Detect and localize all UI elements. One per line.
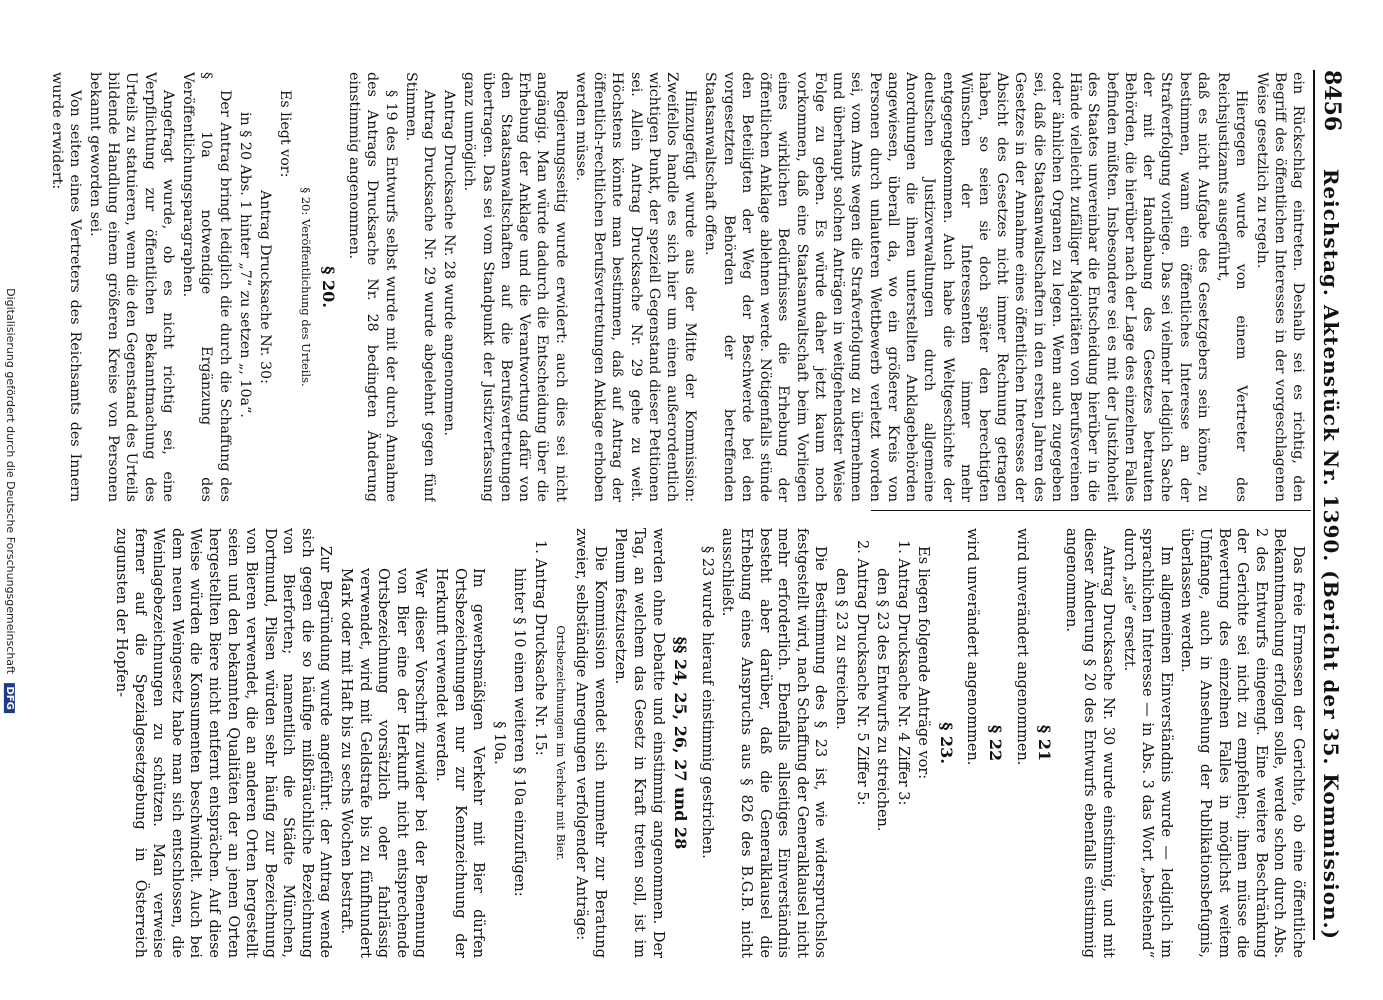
footer-text: Digitalisierung gefördert durch die Deutsche Forschungsgemeinschaft: [3, 287, 17, 674]
dfg-logo-icon: DFG: [4, 683, 15, 712]
paragraph: Antrag Drucksache Nr. 28 wurde angenommen.: [441, 90, 458, 436]
section-heading: § 21: [1035, 724, 1055, 762]
left-column: [45, 72, 1307, 502]
paragraph: Die Bestimmung des § 23 ist, wie widerspruchslos festgestellt wird, nach Schaffung der Generalklausel nicht mehr erforderlich. Ebenfalls allseitiges Einverständnis besteht aber darüber, daß die Generalklausel die Erhebung eines Anspruchs aus § 826 des B.G.B. nicht ausschließt.: [719, 528, 829, 958]
column-separator: [871, 510, 1311, 511]
section-heading: § 22: [986, 724, 1006, 762]
paragraph: Es liegt vor:: [277, 90, 294, 178]
section-subtitle: Ortsbezeichnungen im Verkehr mit Bier.: [553, 625, 568, 861]
paragraph: den § 23 zu streichen.: [832, 568, 849, 730]
paragraph: § 19 des Entwurfs selbst wurde mit der durch Annahme des Antrags Drucksache Nr. 28 bedingten Änderung einstimmig angenommen.: [346, 72, 399, 502]
paragraph: Von seiten eines Vertreters des Reichsamts des Innern wurde erwidert:: [48, 72, 83, 502]
list-item: 2. Antrag Drucksache Nr. 5 Ziffer 5:: [853, 540, 870, 806]
running-title: Reichstag. Aktenstück Nr. 1390. (Bericht der 35. Kommission.): [1319, 168, 1343, 940]
paragraph: Wer dieser Vorschrift zuwider bei der Benennung von Bier eine der Herkunft nicht entsprechende Ortsbezeichnung vorsätzlich oder fahrlässig verwendet, wird mit Geldstrafe bis zu fünfhundert Mark oder mit Haft bis zu sechs Wochen bestraft.: [338, 568, 429, 958]
section-heading: § 20.: [318, 266, 338, 308]
paragraph: Antrag Drucksache Nr. 30:: [257, 190, 274, 384]
paragraph: Zur Begründung wurde angeführt: der Antrag wende sich gegen die so häufige mißbräuchliche Bezeichnung von Bierforten; namentlich die Städte München, Dortmund, Pilsen würden sehr häufig zur Bezeichnung von Bieren verwendet, die an anderen Orten hergestellt seien und den bekannten Qualitäten der an jenen Orten hergestellten Biere nicht entfernt entsprächen. Auf diese Weise würden die Konsumenten beschwindelt. Auch bei dem neuen Weingesetz habe man sich entschlossen, die Weinlagebezeichnungen zu schützen. Man verweise ferner auf die Spezialgesetzgebung in Österreich zugunsten der Hopfen-: [112, 528, 334, 958]
paragraph: daß es nicht Aufgabe des Gesetzgebers sein könne, zu bestimmen, wann ein öffentliches Interesse an der Strafverfolgung vorliege. Das sei vielmehr lediglich Sache der mit der Handhabung des Gesetzes betrauten Behörden, die hierüber nach der Lage des einzelnen Falles befinden müßten. Insbesondere sei es mit der Justizhoheit des Staates unvereinbar die Entscheidung hierüber in die Hände vielleicht zufälliger Majoritäten von Berufsvereinen oder ähnlichen Organen zu legen. Wenn auch zugegeben sei, daß die Staatsanwaltschaften in den ersten Jahren des Gesetzes in der Annahme eines öffentlichen Interesses der Absicht des Gesetzes nicht immer Rechnung getragen haben, so seien sie doch später den berechtigten Wünschen der Interessenten immer mehr entgegengekommen. Auch habe die Weltgeschichte der deutschen Justizverwaltungen durch allgemeine Anordnungen die ihnen unterstellten Anklagebehörden angewiesen, überall da, wo ein größerer Kreis von Personen durch unlauteren Wettbewerb verletzt worden sei, vom Amts wegen die Strafverfolgung zu übernehmen und überhaupt solchen Anträgen in weitgehendster Weise Folge zu geben. Es würde daher jetzt kaum noch vorkommen, daß eine Staatsanwaltschaft beim Vorliegen eines wirklichen Bedürfnisses die Erhebung der öffentlichen Anklage ablehnen werde. Nötigenfalls stünde den Beteiligten der Weg der Beschwerde bei den vorgesetzten Behörden der betreffenden Staatsanwaltschaft offen.: [702, 72, 1211, 502]
section-subtitle: § 20: Veröffentlichung des Urteils.: [298, 187, 313, 387]
right-column: [109, 528, 1307, 958]
paragraph: Es liegen folgende Anträge vor:: [915, 546, 932, 780]
list-item: 1. Antrag Drucksache Nr. 4 Ziffer 3:: [894, 540, 911, 806]
section-heading: § 23.: [936, 722, 956, 764]
paragraph: Hiergegen wurde von einem Vertreter des Reichsjustizamts ausgeführt,: [1215, 72, 1250, 502]
list-item: 1. Antrag Drucksache Nr. 15:: [532, 540, 549, 756]
paragraph: Angefragt wurde, ob es nicht richtig sei, eine Verpflichtung zur öffentlichen Bekanntmachung des Urteils zu statuieren, wenn die den Gegenstand des Urteils bildende Handlung einem größeren Kreise von Personen bekannt geworden sei.: [87, 72, 176, 502]
paragraph: Im gewerbsmäßigen Verkehr mit Bier dürfen Ortsbezeichnungen nur zur Kennzeichnung der Herkunft verwendet werden.: [433, 568, 487, 958]
paragraph: ein Rückschlag eintreten. Deshalb sei es richtig, den Begriff des öffentlichen Interesses in der vorgeschlagenen Weise gesetzlich zu regeln.: [1253, 72, 1306, 502]
paragraph: hinter § 10 einen weiteren § 10a einzufügen:: [511, 568, 528, 897]
paragraph: Hinzugefügt wurde aus der Mitte der Kommission: Zweifellos handle es sich hier um einen außerordentlich wichtigen Punkt, der speziell Gegenstand dieser Petitionen sei. Allein Antrag Drucksache Nr. 29 gehe zu weit. Höchstens könnte man bestimmen, daß auf Antrag der öffentlich-rechtlichen Berufsvertretungen Anklage erhoben werden müsse.: [572, 72, 699, 502]
paragraph: Antrag Drucksache Nr. 30 wurde einstimmig, und mit dieser Änderung § 20 des Entwurfs ebenfalls einstimmig angenommen.: [1062, 528, 1117, 958]
paragraph: Die Kommission wendet sich nunmehr zur Beratung zweier, selbständige Anregungen verfolgender Anträge:: [573, 528, 608, 958]
paragraph: werden ohne Debatte und einstimmig angenommen. Der Tag, an welchem das Gesetz in Kraft treten soll, ist im Plenum festzusetzen.: [612, 528, 666, 958]
paragraph: Im allgemeinen Einverständnis wurde — lediglich im sprachlichen Interesse — in Abs. 3 das Wort „bestehend“ durch „sie“ ersetzt.: [1120, 528, 1174, 958]
paragraph: Das freie Ermessen der Gerichte, ob eine öffentliche Bekanntmachung erfolgen solle, werde schon durch Abs. 2 des Entwurfs eingeengt. Eine weitere Beschränkung der Gerichte sei nicht zu empfehlen; ihnen müsse die Bewertung des einzelnen Falles in möglichst weitem Umfange, auch in Ansehung der Publikationsbefugnis, überlassen werden.: [1178, 528, 1306, 958]
page-header: [1319, 70, 1355, 940]
paragraph: den § 23 des Entwurfs zu streichen.: [874, 568, 891, 832]
paragraph: § 10a.: [490, 721, 507, 765]
paragraph: Der Antrag bringt lediglich die durch die Schaffung des § 10a notwendige Ergänzung des Veröffentlichungsparagraphen.: [180, 72, 233, 502]
paragraph: wird unverändert angenommen.: [1013, 528, 1030, 766]
paragraph: wird unverändert angenommen.: [964, 528, 981, 766]
paragraph: § 23 wurde hierauf einstimmig gestrichen.: [698, 546, 715, 859]
paragraph: Antrag Drucksache Nr. 29 wurde abgelehnt gegen fünf Stimmen.: [402, 72, 437, 502]
paragraph: in § 20 Abs. 1 hinter „7“ zu setzen „, 10a“.: [236, 112, 253, 418]
paragraph: Regierungsseitig wurde erwidert: auch dies sei nicht angängig. Man würde dadurch die Entscheidung über die Erhebung der Anklage und die Verantwortung dafür von den Staatsanwaltschaften auf die Berufsvertretungen übertragen. Das sei vom Standpunkt der Justizverfassung ganz unmöglich.: [461, 72, 569, 502]
header-rule: [1313, 70, 1315, 940]
page-number: 8456: [1319, 70, 1345, 132]
section-heading: §§ 24, 25, 26, 27 und 28: [671, 636, 691, 850]
